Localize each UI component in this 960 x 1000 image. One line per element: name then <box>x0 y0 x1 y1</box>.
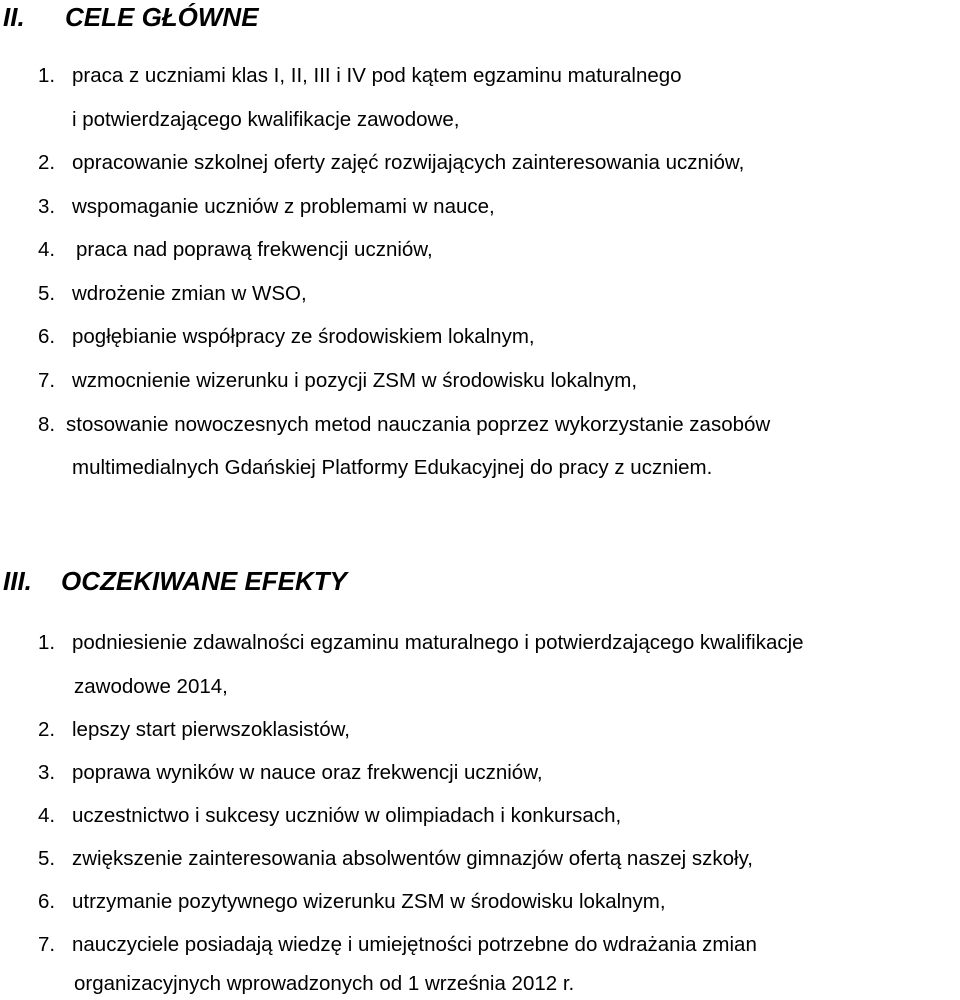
item-text: stosowanie nowoczesnych metod nauczania poprzez wykorzystanie zasobów <box>66 413 771 436</box>
item-number: 1. <box>38 64 56 87</box>
item-text: poprawa wyników w nauce oraz frekwencji uczniów, <box>72 761 543 784</box>
item-text: uczestnictwo i sukcesy uczniów w olimpiadach i konkursach, <box>72 804 622 827</box>
item-text: nauczyciele posiadają wiedzę i umiejętności potrzebne do wdrażania zmian <box>72 933 757 956</box>
item-number: 1. <box>38 631 56 654</box>
item-text: wspomaganie uczniów z problemami w nauce, <box>72 195 495 218</box>
item-text: wdrożenie zmian w WSO, <box>72 282 307 305</box>
item-text: i potwierdzającego kwalifikacje zawodowe, <box>72 108 460 131</box>
item-text: praca nad poprawą frekwencji uczniów, <box>76 238 433 261</box>
item-text: zawodowe 2014, <box>74 675 228 698</box>
item-text: lepszy start pierwszoklasistów, <box>72 718 350 741</box>
item-number: 4. <box>38 804 56 827</box>
item-text: opracowanie szkolnej oferty zajęć rozwijających zainteresowania uczniów, <box>72 151 745 174</box>
item-text: multimedialnych Gdańskiej Platformy Edukacyjnej do pracy z uczniem. <box>72 456 713 479</box>
item-number: 6. <box>38 325 56 348</box>
item-number: 3. <box>38 761 56 784</box>
item-text: wzmocnienie wizerunku i pozycji ZSM w środowisku lokalnym, <box>72 369 638 392</box>
item-text: pogłębianie współpracy ze środowiskiem lokalnym, <box>72 325 535 348</box>
section-heading-efekty <box>3 566 347 596</box>
item-text: utrzymanie pozytywnego wizerunku ZSM w środowisku lokalnym, <box>72 890 666 913</box>
item-number: 3. <box>38 195 56 218</box>
item-number: 5. <box>38 847 56 870</box>
section-title: OCZEKIWANE EFEKTY <box>61 566 348 596</box>
item-number: 8. <box>38 413 56 436</box>
item-number: 4. <box>38 238 56 261</box>
item-number: 6. <box>38 890 56 913</box>
item-number: 5. <box>38 282 56 305</box>
section-title: CELE GŁÓWNE <box>65 2 259 32</box>
item-number: 7. <box>38 933 56 956</box>
item-text: zwiększenie zainteresowania absolwentów gimnazjów ofertą naszej szkoły, <box>72 847 754 870</box>
section-heading-cele <box>3 2 259 32</box>
item-number: 7. <box>38 369 56 392</box>
item-text: praca z uczniami klas I, II, III i IV pod kątem egzaminu maturalnego <box>72 64 682 87</box>
section-number: III. <box>3 566 32 596</box>
item-text: organizacyjnych wprowadzonych od 1 września 2012 r. <box>74 972 575 995</box>
item-number: 2. <box>38 151 56 174</box>
section-number: II. <box>3 2 25 32</box>
item-text: podniesienie zdawalności egzaminu maturalnego i potwierdzającego kwalifikacje <box>72 631 804 654</box>
item-number: 2. <box>38 718 56 741</box>
